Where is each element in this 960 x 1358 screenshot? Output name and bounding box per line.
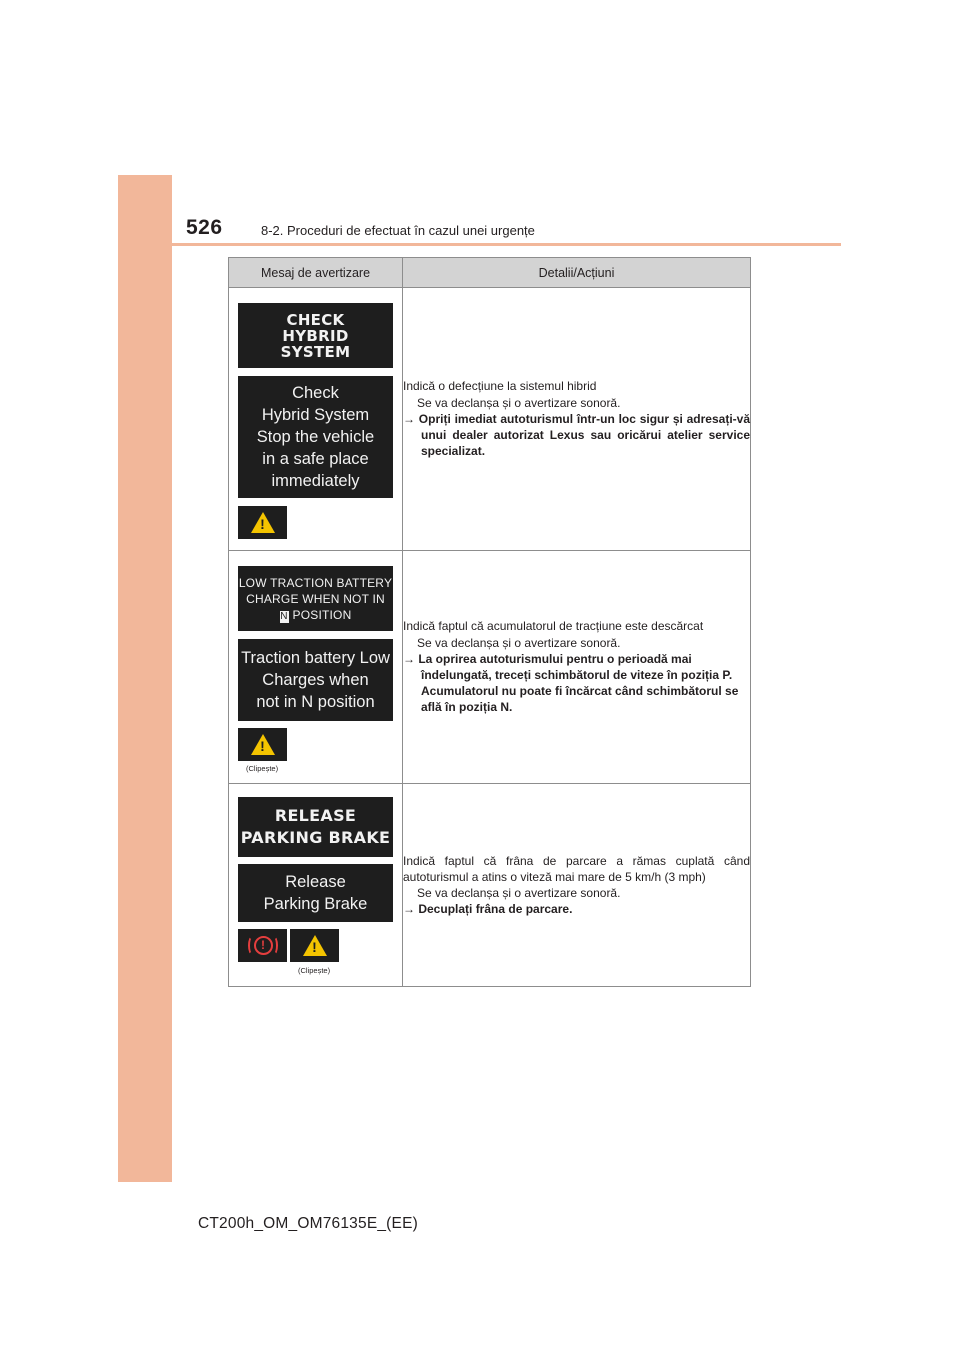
header-rule [172, 243, 841, 246]
details-cell [403, 784, 751, 987]
message-cell [229, 784, 403, 987]
details-intro: Indică faptul că frâna de parcare a rămas cuplată când autoturismul a atins o viteză mai mare de 5 km/h (3 mph) [403, 853, 750, 884]
arrow-icon: → [403, 902, 415, 917]
details-cell [403, 288, 751, 551]
details-buzzer: Se va declanșa și o avertizare sonoră. [417, 886, 621, 900]
table-row [229, 784, 751, 987]
page-number: 526 [186, 216, 223, 239]
details-action: → Opriți imediat autoturismul într-un loc sigur și adresați-vă unui dealer autorizat Lexus sau oricărui atelier service specializat. [403, 411, 750, 459]
display-release-parking-brake-full: Release Parking Brake [238, 864, 393, 922]
col-header-details: Detalii/Acțiuni [403, 258, 751, 288]
warning-triangle-icon: ! [290, 929, 339, 962]
display-check-hybrid-system-full: Check Hybrid System Stop the vehicle in a safe place immediately [238, 376, 393, 498]
details-intro: Indică faptul că acumulatorul de tracțiune este descărcat [403, 619, 704, 634]
display-traction-battery-low: Traction battery Low Charges when not in N position [238, 639, 393, 721]
message-cell [229, 551, 403, 784]
gear-n-box: N [280, 610, 288, 622]
warning-triangle-icon: ! [238, 506, 287, 539]
col-header-message: Mesaj de avertizare [229, 258, 403, 288]
warning-table [228, 257, 751, 987]
warning-triangle-icon: ! [238, 728, 287, 761]
footer-doc-code: CT200h_OM_OM76135E_(EE) [198, 1215, 418, 1232]
section-title: 8-2. Proceduri de efectuat în cazul unei urgențe [261, 223, 535, 238]
display-low-traction-battery: LOW TRACTION BATTERY CHARGE WHEN NOT IN N POSITION [238, 566, 393, 631]
table-row [229, 551, 751, 784]
details-cell [403, 551, 751, 784]
details-buzzer: Se va declanșa și o avertizare sonoră. [417, 395, 621, 410]
details-action: → Decuplați frâna de parcare. [403, 902, 573, 917]
side-band [118, 175, 172, 1182]
details-intro: Indică o defecțiune la sistemul hibrid [403, 379, 597, 394]
arrow-icon: → [403, 651, 415, 666]
blink-note: (Clipește) [246, 764, 279, 773]
arrow-icon: → [403, 411, 415, 426]
blink-note: (Clipește) [298, 966, 331, 975]
display-check-hybrid-system: CHECK HYBRID SYSTEM [238, 303, 393, 368]
display-release-parking-brake: RELEASE PARKING BRAKE [238, 797, 393, 857]
details-action: → La oprirea autoturismului pentru o perioadă mai îndelungată, treceți schimbătorul de viteze în poziția P. Acumulatorul nu poate fi încărcat când schimbătorul se află în poziția N. [403, 651, 739, 715]
table-header-row [229, 258, 751, 288]
brake-warning-icon: ! [238, 929, 287, 962]
table-row [229, 288, 751, 551]
details-buzzer: Se va declanșa și o avertizare sonoră. [417, 635, 621, 650]
message-cell [229, 288, 403, 551]
